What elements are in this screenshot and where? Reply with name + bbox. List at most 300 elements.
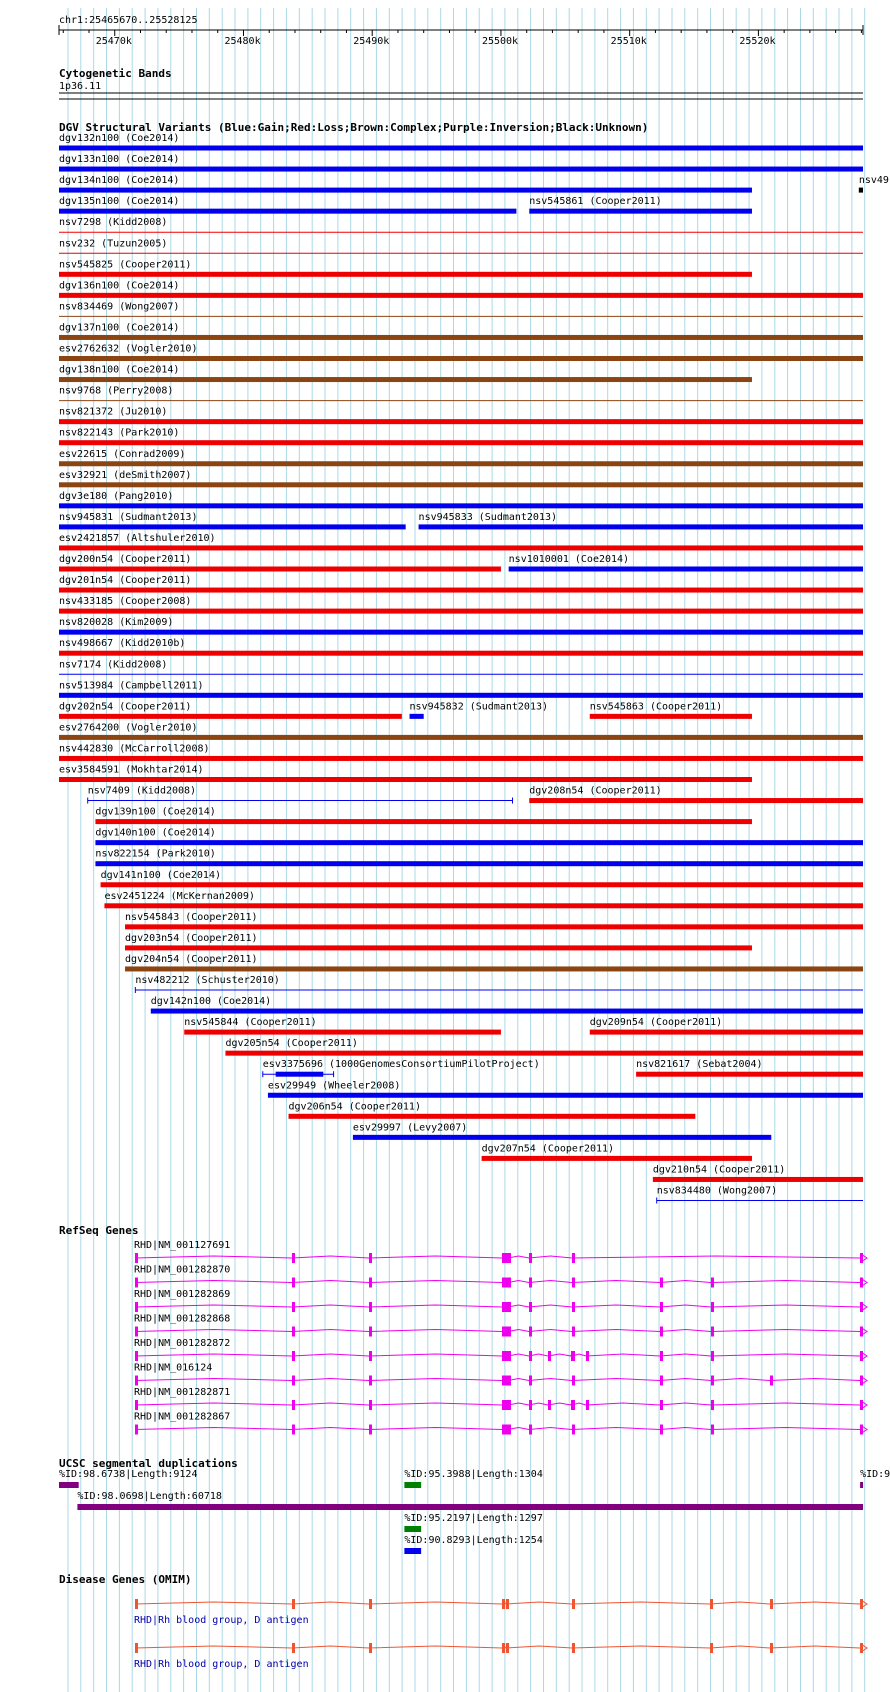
- structural-variant[interactable]: [59, 765, 752, 783]
- variant-bar: [59, 293, 863, 298]
- structural-variant[interactable]: [59, 386, 863, 401]
- variant-label: nsv545861 (Cooper2011): [529, 196, 662, 208]
- variant-bar: [95, 840, 863, 845]
- variant-label: nsv545863 (Cooper2011): [589, 701, 723, 713]
- gene-exon: [660, 1302, 663, 1312]
- variant-bar: [353, 1135, 771, 1140]
- gene-exon: [369, 1302, 372, 1312]
- gene-intron: [135, 1403, 860, 1405]
- segdup-track-title: UCSC segmental duplications: [59, 1457, 238, 1470]
- structural-variant[interactable]: [859, 175, 889, 193]
- variant-label: nsv821372 (Ju2010): [59, 406, 168, 418]
- variant-bar: [59, 588, 863, 593]
- gene-intron: [135, 1256, 860, 1258]
- gene-exon: [508, 1400, 511, 1410]
- gene-exon: [505, 1327, 508, 1337]
- gene-exon: [660, 1278, 663, 1288]
- gene-exon: [292, 1327, 295, 1337]
- gene-exon: [572, 1425, 575, 1435]
- gene-exon: [292, 1302, 295, 1312]
- structural-variant[interactable]: [59, 175, 752, 193]
- variant-bar: [590, 1030, 863, 1035]
- variant-bar: [289, 1114, 696, 1119]
- variant-label: esv3584591 (Mokhtar2014): [59, 764, 204, 776]
- variant-label: esv32921 (deSmith2007): [59, 469, 192, 481]
- segdup-label: %ID:9: [860, 1469, 890, 1480]
- variant-label: nsv513984 (Campbell2011): [59, 680, 204, 692]
- gene-exon: [505, 1425, 508, 1435]
- structural-variant[interactable]: [590, 1017, 863, 1035]
- gene-exon: [711, 1425, 714, 1435]
- structural-variant[interactable]: [59, 259, 752, 277]
- variant-label: nsv945831 (Sudmant2013): [59, 511, 198, 523]
- structural-variant[interactable]: [59, 449, 863, 467]
- variant-label: dgv201n54 (Cooper2011): [59, 575, 192, 587]
- variant-label: nsv545844 (Cooper2011): [184, 1017, 317, 1029]
- gene-exon: [135, 1400, 138, 1410]
- gene-exon: [660, 1351, 663, 1361]
- gene-exon: [369, 1425, 372, 1435]
- variant-bar: [59, 630, 863, 635]
- gene-exon: [369, 1253, 372, 1263]
- structural-variant[interactable]: [268, 1080, 863, 1098]
- variant-label: dgv205n54 (Cooper2011): [225, 1038, 358, 1050]
- segdup-label: %ID:98.6738|Length:9124: [59, 1469, 198, 1480]
- segdup-bar: [59, 1482, 79, 1488]
- segmental-duplication[interactable]: [404, 1469, 542, 1488]
- structural-variant[interactable]: [482, 1143, 752, 1161]
- cytogenetic-bands-track[interactable]: [59, 67, 863, 99]
- segdup-label: %ID:98.0698|Length:60718: [77, 1491, 222, 1502]
- variant-bar: [59, 693, 863, 698]
- variant-bar: [59, 440, 863, 445]
- variant-label: nsv834480 (Wong2007): [656, 1185, 778, 1197]
- gene-exon: [369, 1351, 372, 1361]
- omim-exon: [506, 1643, 509, 1653]
- structural-variant[interactable]: [59, 365, 752, 383]
- refseq-gene[interactable]: [134, 1387, 867, 1410]
- variant-label: esv29997 (Levy2007): [352, 1122, 468, 1134]
- structural-variant[interactable]: [125, 954, 863, 972]
- segmental-duplication[interactable]: [59, 1469, 197, 1488]
- gene-exon: [508, 1253, 511, 1263]
- gene-exon: [369, 1278, 372, 1288]
- gene-exon: [135, 1376, 138, 1386]
- structural-variant[interactable]: [59, 512, 406, 530]
- refseq-gene[interactable]: [134, 1363, 867, 1386]
- variant-label: nsv822154 (Park2010): [95, 848, 216, 860]
- variant-label: nsv482212 (Schuster2010): [135, 975, 280, 986]
- variant-bar: [529, 209, 752, 214]
- structural-variant[interactable]: [59, 596, 863, 614]
- structural-variant[interactable]: [59, 554, 501, 572]
- gene-exon: [135, 1278, 138, 1288]
- gene-label: RHD|NM_001282872: [134, 1338, 231, 1349]
- omim-exon: [572, 1599, 575, 1609]
- gene-exon: [529, 1278, 532, 1288]
- gene-exon: [505, 1253, 508, 1263]
- variant-bar: [151, 1009, 863, 1014]
- refseq-genes-track[interactable]: [59, 1224, 867, 1435]
- omim-gene-label: RHD|Rh blood group, D antigen: [134, 1659, 309, 1670]
- variant-label: dgv138n100 (Coe2014): [59, 364, 180, 376]
- variant-bar: [59, 167, 863, 172]
- omim-exon: [770, 1643, 773, 1653]
- ruler-tick-label: 25510k: [610, 36, 647, 47]
- variant-label: dgv3e180 (Pang2010): [59, 490, 174, 502]
- structural-variant[interactable]: [59, 659, 863, 674]
- variant-label: dgv136n100 (Coe2014): [59, 280, 180, 292]
- refseq-gene[interactable]: [134, 1338, 867, 1361]
- omim-disease-genes-track[interactable]: [59, 1573, 867, 1670]
- segmental-duplication[interactable]: [404, 1535, 542, 1554]
- gene-exon: [505, 1400, 508, 1410]
- segdup-bar: [404, 1526, 421, 1532]
- omim-gene[interactable]: [134, 1643, 867, 1670]
- gene-exon: [508, 1302, 511, 1312]
- gene-exon: [572, 1376, 575, 1386]
- gene-intron: [135, 1379, 860, 1381]
- segdup-bar: [77, 1504, 863, 1510]
- variant-bar: [59, 461, 863, 466]
- gene-exon: [660, 1425, 663, 1435]
- gene-exon: [135, 1302, 138, 1312]
- structural-variant[interactable]: [125, 933, 752, 951]
- omim-track-title: Disease Genes (OMIM): [59, 1573, 192, 1586]
- structural-variant[interactable]: [59, 680, 863, 698]
- variant-label: dgv200n54 (Cooper2011): [59, 554, 192, 565]
- structural-variant[interactable]: [59, 428, 863, 446]
- variant-bar: [125, 924, 863, 929]
- gene-exon: [711, 1327, 714, 1337]
- gene-exon: [572, 1253, 575, 1263]
- structural-variant[interactable]: [529, 196, 752, 214]
- segdup-label: %ID:95.2197|Length:1297: [404, 1513, 543, 1524]
- refseq-gene[interactable]: [134, 1314, 867, 1337]
- variant-bar: [104, 903, 863, 908]
- gene-exon: [529, 1400, 532, 1410]
- gene-exon: [770, 1376, 773, 1386]
- variant-label: nsv442830 (McCarroll2008): [59, 743, 210, 755]
- variant-label: nsv433185 (Cooper2008): [59, 596, 192, 608]
- variant-bar: [859, 188, 863, 193]
- structural-variant[interactable]: [95, 807, 752, 825]
- segdup-bar: [404, 1482, 421, 1488]
- variant-label: nsv545843 (Cooper2011): [125, 911, 258, 923]
- omim-gene-line: [135, 1602, 860, 1604]
- structural-variant[interactable]: [59, 722, 863, 740]
- structural-variant[interactable]: [59, 238, 863, 253]
- omim-exon: [710, 1643, 713, 1653]
- structural-variant[interactable]: [59, 301, 863, 316]
- variant-label: dgv140n100 (Coe2014): [95, 827, 216, 839]
- omim-gene-label: RHD|Rh blood group, D antigen: [134, 1615, 309, 1626]
- gene-exon: [572, 1400, 575, 1410]
- omim-exon: [369, 1643, 372, 1653]
- variant-label: esv22615 (Conrad2009): [59, 448, 186, 460]
- variant-label: dgv142n100 (Coe2014): [150, 996, 272, 1008]
- variant-label: nsv9768 (Perry2008): [59, 385, 174, 397]
- variant-bar: [59, 651, 863, 656]
- segdup-label: %ID:95.3988|Length:1304: [404, 1469, 543, 1480]
- omim-exon: [710, 1599, 713, 1609]
- segdup-label: %ID:90.8293|Length:1254: [404, 1535, 543, 1546]
- omim-gene[interactable]: [134, 1599, 867, 1626]
- structural-variant[interactable]: [636, 1059, 863, 1077]
- variant-label: dgv207n54 (Cooper2011): [481, 1143, 615, 1155]
- variant-label: nsv1010001 (Coe2014): [508, 554, 630, 565]
- gene-exon: [505, 1278, 508, 1288]
- variant-label: nsv7409 (Kidd2008): [87, 785, 197, 797]
- variant-bar: [59, 356, 863, 361]
- gene-exon: [660, 1400, 663, 1410]
- variant-bar: [59, 272, 752, 277]
- segdup-bar: [860, 1482, 863, 1488]
- variant-label: nsv834469 (Wong2007): [59, 301, 180, 313]
- structural-variant[interactable]: [225, 1038, 863, 1056]
- structural-variant[interactable]: [59, 743, 863, 761]
- variant-bar: [95, 861, 863, 866]
- structural-variant[interactable]: [59, 533, 863, 551]
- segmental-duplication[interactable]: [77, 1491, 863, 1510]
- gene-exon: [508, 1327, 511, 1337]
- variant-bar: [59, 777, 752, 782]
- variant-label: dgv134n100 (Coe2014): [59, 175, 180, 187]
- structural-variant[interactable]: [353, 1122, 771, 1140]
- dgv-track-title: DGV Structural Variants (Blue:Gain;Red:Loss;Brown:Complex;Purple:Inversion;Black:Unknown): [59, 121, 649, 134]
- variant-bar: [101, 882, 863, 887]
- gene-exon: [505, 1351, 508, 1361]
- gene-label: RHD|NM_001282871: [134, 1387, 231, 1398]
- structural-variant[interactable]: [509, 554, 863, 572]
- variant-label: dgv209n54 (Cooper2011): [589, 1017, 723, 1029]
- variant-label: dgv203n54 (Cooper2011): [125, 932, 258, 944]
- variant-bar: [59, 209, 516, 214]
- variant-bar: [59, 419, 863, 424]
- gene-exon: [711, 1400, 714, 1410]
- variant-label: nsv7174 (Kidd2008): [59, 659, 168, 671]
- gene-exon: [369, 1400, 372, 1410]
- variant-bar: [529, 798, 863, 803]
- variant-bar: [59, 146, 863, 151]
- gene-exon: [529, 1253, 532, 1263]
- cytoband-track-title: Cytogenetic Bands: [59, 67, 172, 80]
- omim-exon: [369, 1599, 372, 1609]
- omim-exon: [502, 1599, 505, 1609]
- variant-bar: [59, 503, 863, 508]
- gene-exon: [529, 1327, 532, 1337]
- variant-label: nsv820028 (Kim2009): [59, 617, 174, 629]
- structural-variant[interactable]: [59, 407, 863, 425]
- ruler-tick-label: 25500k: [481, 36, 519, 47]
- variant-label: nsv822143 (Park2010): [59, 427, 180, 439]
- variant-label: dgv208n54 (Cooper2011): [529, 785, 662, 797]
- structural-variant[interactable]: [59, 638, 863, 656]
- variant-bar: [276, 1072, 324, 1077]
- structural-variant[interactable]: [653, 1164, 863, 1182]
- structural-variant[interactable]: [59, 575, 863, 593]
- variant-bar: [225, 1051, 863, 1056]
- gene-exon: [529, 1425, 532, 1435]
- gene-label: RHD|NM_016124: [134, 1362, 213, 1374]
- gene-exon: [529, 1351, 532, 1361]
- gene-exon: [711, 1278, 714, 1288]
- variant-bar: [59, 188, 752, 193]
- variant-bar: [653, 1177, 863, 1182]
- variant-bar: [125, 966, 863, 971]
- gene-label: RHD|NM_001282869: [134, 1289, 231, 1300]
- structural-variant[interactable]: [59, 344, 863, 362]
- omim-exon: [135, 1643, 138, 1653]
- structural-variant[interactable]: [151, 996, 863, 1014]
- variant-bar: [419, 524, 863, 529]
- structural-variant[interactable]: [263, 1059, 540, 1077]
- structural-variant[interactable]: [59, 280, 863, 298]
- gene-exon: [711, 1351, 714, 1361]
- position-ruler[interactable]: [59, 15, 863, 47]
- gene-exon: [711, 1376, 714, 1386]
- gene-exon: [505, 1302, 508, 1312]
- structural-variant[interactable]: [125, 912, 863, 930]
- variant-label: esv29949 (Wheeler2008): [267, 1080, 401, 1092]
- gene-exon: [292, 1400, 295, 1410]
- variant-label: esv2764200 (Vogler2010): [59, 722, 198, 734]
- variant-label: esv3375696 (1000GenomesConsortiumPilotProject): [262, 1059, 540, 1071]
- variant-label: dgv202n54 (Cooper2011): [59, 701, 192, 713]
- gene-exon: [572, 1278, 575, 1288]
- gene-exon: [572, 1327, 575, 1337]
- refseq-gene[interactable]: [134, 1265, 867, 1288]
- gene-exon: [292, 1376, 295, 1386]
- variant-label: dgv141n100 (Coe2014): [100, 869, 222, 881]
- segmental-duplication[interactable]: [404, 1513, 542, 1532]
- omim-exon: [135, 1599, 138, 1609]
- structural-variant[interactable]: [59, 217, 863, 232]
- variant-bar: [482, 1156, 752, 1161]
- gene-intron: [135, 1330, 860, 1332]
- variant-bar: [184, 1030, 501, 1035]
- gene-label: RHD|NM_001282870: [134, 1264, 231, 1276]
- omim-gene-line: [135, 1646, 860, 1648]
- variant-label: nsv232 (Tuzun2005): [59, 238, 168, 250]
- variant-bar: [59, 335, 863, 340]
- variant-bar: [59, 545, 863, 550]
- structural-variant[interactable]: [590, 701, 752, 719]
- structural-variant[interactable]: [88, 786, 513, 804]
- structural-variant[interactable]: [59, 322, 863, 340]
- omim-exon: [292, 1599, 295, 1609]
- ruler-tick-label: 25520k: [739, 36, 776, 47]
- structural-variant[interactable]: [59, 470, 863, 488]
- variant-bar: [59, 756, 863, 761]
- omim-exon: [506, 1599, 509, 1609]
- variant-label: nsv945832 (Sudmant2013): [409, 701, 549, 713]
- gene-exon: [369, 1327, 372, 1337]
- refseq-gene[interactable]: [134, 1412, 867, 1435]
- structural-variant[interactable]: [657, 1186, 863, 1204]
- variant-label: nsv498667 (Kidd2010b): [59, 638, 186, 650]
- refseq-track-title: RefSeq Genes: [59, 1224, 139, 1237]
- gene-label: RHD|NM_001127691: [134, 1240, 231, 1251]
- variant-label: nsv545825 (Cooper2011): [59, 259, 192, 271]
- segdup-bar: [404, 1548, 421, 1554]
- variant-label: esv2421857 (Altshuler2010): [59, 532, 216, 544]
- refseq-gene[interactable]: [134, 1240, 867, 1263]
- omim-exon: [572, 1643, 575, 1653]
- variant-label: dgv132n100 (Coe2014): [59, 133, 180, 144]
- variant-bar: [59, 735, 863, 740]
- gene-exon: [711, 1302, 714, 1312]
- variant-label: nsv49: [858, 175, 889, 187]
- gene-exon: [660, 1327, 663, 1337]
- variant-bar: [95, 819, 752, 824]
- gene-exon: [292, 1253, 295, 1263]
- variant-label: dgv137n100 (Coe2014): [59, 322, 180, 334]
- gene-intron: [135, 1428, 860, 1430]
- omim-exon: [502, 1643, 505, 1653]
- structural-variant[interactable]: [59, 491, 863, 509]
- gene-exon: [572, 1302, 575, 1312]
- ruler-tick-label: 25470k: [95, 36, 132, 47]
- gene-label: RHD|NM_001282868: [134, 1313, 231, 1325]
- gene-exon: [660, 1376, 663, 1386]
- variant-label: dgv133n100 (Coe2014): [59, 154, 180, 166]
- gene-exon: [586, 1351, 589, 1361]
- structural-variant[interactable]: [59, 617, 863, 635]
- refseq-gene[interactable]: [134, 1289, 867, 1312]
- structural-variant[interactable]: [135, 975, 863, 993]
- gene-exon: [508, 1425, 511, 1435]
- variant-bar: [590, 714, 752, 719]
- gene-exon: [548, 1351, 551, 1361]
- gene-exon: [292, 1425, 295, 1435]
- variant-bar: [59, 524, 406, 529]
- gene-exon: [508, 1376, 511, 1386]
- gene-exon: [369, 1376, 372, 1386]
- gene-label: RHD|NM_001282867: [134, 1411, 231, 1423]
- variant-bar: [509, 567, 863, 572]
- variant-bar: [59, 567, 501, 572]
- gene-exon: [529, 1302, 532, 1312]
- coordinate-label: chr1:25465670..25528125: [59, 15, 198, 26]
- structural-variant[interactable]: [59, 133, 863, 151]
- variant-label: esv2762632 (Vogler2010): [59, 343, 198, 355]
- variant-label: nsv945833 (Sudmant2013): [418, 511, 558, 523]
- structural-variant[interactable]: [59, 196, 516, 214]
- variant-label: esv2451224 (McKernan2009): [104, 890, 255, 902]
- gene-exon: [505, 1376, 508, 1386]
- gene-exon: [529, 1376, 532, 1386]
- variant-bar: [410, 714, 424, 719]
- variant-label: dgv206n54 (Cooper2011): [288, 1101, 421, 1113]
- structural-variant[interactable]: [59, 154, 863, 172]
- variant-label: nsv7298 (Kidd2008): [59, 217, 168, 229]
- variant-bar: [268, 1093, 863, 1098]
- cytoband-label: 1p36.11: [59, 81, 102, 92]
- variant-bar: [59, 609, 863, 614]
- variant-label: dgv210n54 (Cooper2011): [652, 1164, 786, 1176]
- gene-intron: [135, 1281, 860, 1283]
- gene-intron: [135, 1354, 860, 1356]
- gene-exon: [135, 1351, 138, 1361]
- gene-exon: [135, 1327, 138, 1337]
- structural-variant[interactable]: [419, 512, 863, 530]
- variant-bar: [59, 482, 863, 487]
- gene-exon: [135, 1253, 138, 1263]
- gene-exon: [135, 1425, 138, 1435]
- gene-exon: [292, 1351, 295, 1361]
- gene-exon: [292, 1278, 295, 1288]
